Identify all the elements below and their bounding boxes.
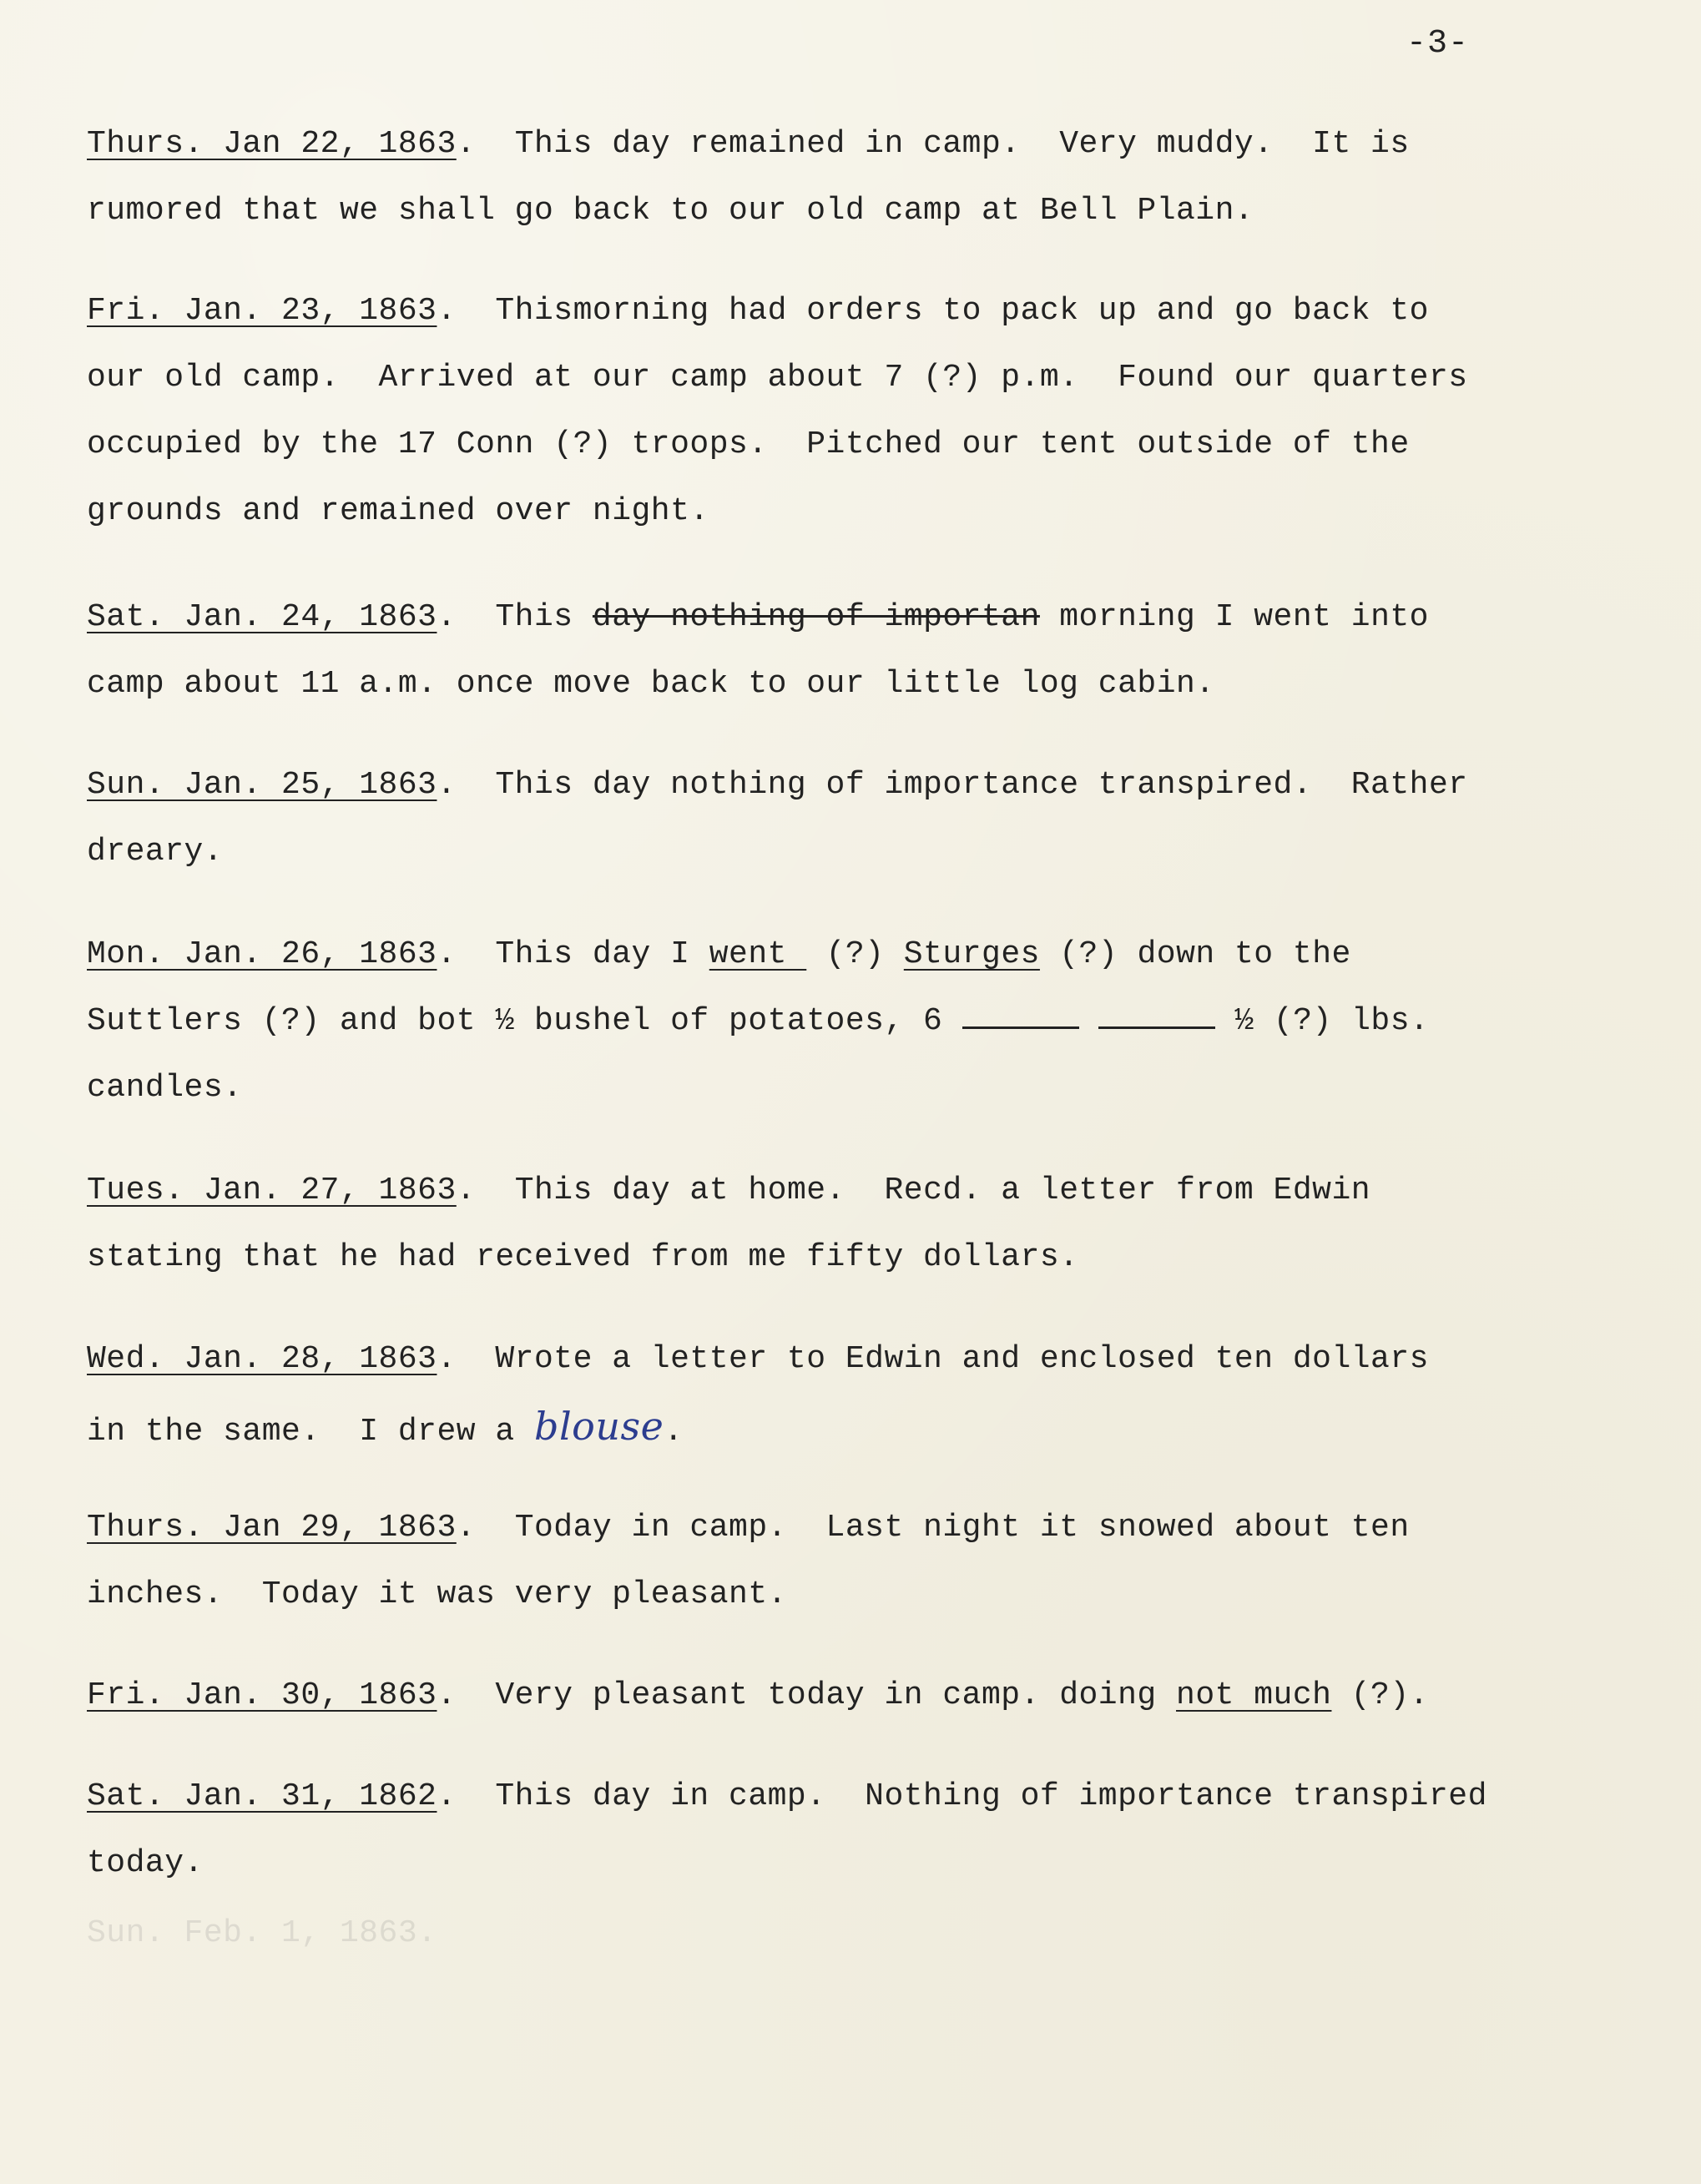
diary-entry [87,752,1539,885]
entry-text: . This day at home. Recd. a letter from Edwin [456,1173,1371,1208]
entry-text: . This [437,599,593,635]
diary-entry [87,111,1539,245]
struck-text: day nothing of importan [592,599,1040,635]
entry-line: dreary. [87,834,224,870]
entry-line [87,278,1539,345]
entry-date: Wed. Jan. 28, 1863 [87,1341,437,1377]
entry-line: our old camp. Arrived at our camp about 7 (?) p.m. Found our quarters [87,360,1468,396]
entry-text: in the same. I drew a [87,1414,534,1450]
entry-text: ½ (?) lbs. [1214,1003,1430,1039]
underlined-phrase: not much [1176,1677,1332,1713]
entry-text: . This day I [437,936,709,972]
entry-line: inches. Today it was very pleasant. [87,1576,787,1612]
entry-date: Tues. Jan. 27, 1863 [87,1173,457,1208]
entry-line [87,111,1539,178]
entry-line: rumored that we shall go back to our old camp at Bell Plain. [87,193,1254,229]
faint-entry [87,1900,1539,1967]
entry-line: camp about 11 a.m. once move back to our little log cabin. [87,666,1215,702]
entry-date: Thurs. Jan 22, 1863 [87,126,457,162]
entry-line [87,1393,1539,1465]
entry-text: . This day remained in camp. Very muddy. It is [456,126,1410,162]
entry-line [87,584,1539,651]
entry-text: . Wrote a letter to Edwin and enclosed ten dollars [437,1341,1429,1377]
entry-text: . This day nothing of importance transpired. Rather [437,767,1468,803]
diary-entry [87,1662,1539,1729]
diary-entry [87,278,1539,545]
entry-text: . Very pleasant today in camp. doing [437,1677,1177,1713]
entry-text: (?) [806,936,904,972]
entry-line [87,1662,1539,1729]
entry-line [87,1158,1539,1224]
entry-date: Sun. Jan. 25, 1863 [87,767,437,803]
entry-text: (?) down to the [1039,936,1351,972]
entry-line: stating that he had received from me fifty dollars. [87,1239,1079,1275]
underlined-word: went [709,936,807,972]
entry-date: Fri. Jan. 23, 1863 [87,293,437,329]
page-number: -3- [1406,25,1470,63]
entry-text: morning I went into [1039,599,1429,635]
entry-date: Sat. Jan. 24, 1863 [87,599,437,635]
entry-line [87,752,1539,819]
diary-entry [87,1326,1539,1465]
faint-line: Sun. Feb. 1, 1863. [87,1915,437,1951]
blank-line [1098,1001,1215,1029]
entry-date: Mon. Jan. 26, 1863 [87,936,437,972]
entry-text: . Today in camp. Last night it snowed about ten [456,1510,1410,1546]
entry-text: . Thismorning had orders to pack up and go back to [437,293,1429,329]
entry-text: . This day in camp. Nothing of importance transpired [437,1778,1487,1814]
entry-line: occupied by the 17 Conn (?) troops. Pitched our tent outside of the [87,426,1410,462]
entry-date: Sat. Jan. 31, 1862 [87,1778,437,1814]
handwritten-word: blouse [534,1404,664,1449]
underlined-word: Sturges [903,936,1040,972]
entry-text: (?). [1331,1677,1429,1713]
entry-line: today. [87,1845,204,1881]
entry-text: . [664,1414,684,1450]
diary-entry [87,921,1539,1122]
entry-date: Thurs. Jan 29, 1863 [87,1510,457,1546]
diary-entry [87,1495,1539,1628]
entry-line [87,1763,1539,1830]
diary-entry [87,584,1539,718]
blank-line [962,1001,1079,1029]
diary-entry [87,1763,1539,1897]
entry-date: Fri. Jan. 30, 1863 [87,1677,437,1713]
entry-line: candles. [87,1070,243,1106]
entry-text: Suttlers (?) and bot ½ bushel of potatoes, 6 [87,1003,962,1039]
entry-line [87,1326,1539,1393]
diary-entry [87,1158,1539,1291]
entry-line [87,1495,1539,1561]
entry-line: grounds and remained over night. [87,493,709,529]
entry-line [87,988,1539,1055]
entry-line [87,921,1539,988]
